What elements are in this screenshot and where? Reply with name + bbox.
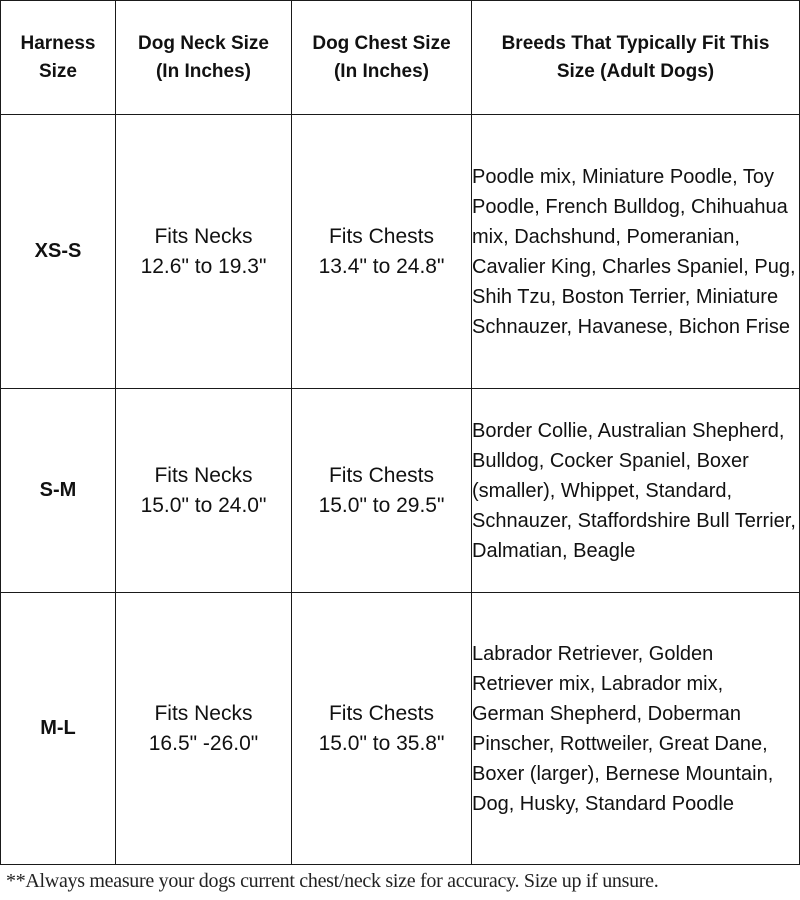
chest-size-label: Fits Chests	[328, 463, 435, 487]
harness-size-cell: XS-S	[1, 115, 116, 389]
header-neck-size: Dog Neck Size (In Inches)	[116, 1, 292, 115]
neck-size-range: 16.5" -26.0"	[148, 731, 259, 755]
chest-size-cell	[292, 593, 472, 865]
table-row	[1, 389, 800, 593]
breeds-cell: Poodle mix, Miniature Poodle, Toy Poodle, French Bulldog, Chihuahua mix, Dachshund, Pomeranian, Cavalier King, Charles Spaniel, Pug, Shih Tzu, Boston Terrier, Miniature Schnauzer, Havanese, Bichon Frise	[472, 115, 800, 389]
header-breeds: Breeds That Typically Fit This Size (Adult Dogs)	[472, 1, 800, 115]
chest-size-cell	[292, 389, 472, 593]
chest-size-range: 13.4" to 24.8"	[318, 254, 445, 278]
neck-size-label: Fits Necks	[154, 463, 253, 487]
harness-size-cell: S-M	[1, 389, 116, 593]
measurement-footnote: **Always measure your dogs current chest/neck size for accuracy. Size up if unsure.	[6, 870, 659, 892]
table-row	[1, 593, 800, 865]
header-harness-size: Harness Size	[1, 1, 116, 115]
neck-size-label: Fits Necks	[154, 701, 253, 725]
table-header	[1, 1, 800, 115]
header-chest-size: Dog Chest Size (In Inches)	[292, 1, 472, 115]
neck-size-cell	[116, 115, 292, 389]
neck-size-range: 12.6" to 19.3"	[140, 254, 267, 278]
chest-size-label: Fits Chests	[328, 224, 435, 248]
table-row	[1, 115, 800, 389]
neck-size-cell	[116, 593, 292, 865]
breeds-cell: Labrador Retriever, Golden Retriever mix, Labrador mix, German Shepherd, Doberman Pinscher, Rottweiler, Great Dane, Boxer (larger), Bernese Mountain, Dog, Husky, Standard Poodle	[472, 593, 800, 865]
chest-size-range: 15.0" to 35.8"	[318, 731, 445, 755]
harness-size-cell: M-L	[1, 593, 116, 865]
neck-size-range: 15.0" to 24.0"	[140, 493, 267, 517]
chest-size-label: Fits Chests	[328, 701, 435, 725]
neck-size-cell	[116, 389, 292, 593]
neck-size-label: Fits Necks	[154, 224, 253, 248]
breeds-cell: Border Collie, Australian Shepherd, Bulldog, Cocker Spaniel, Boxer (smaller), Whippet, Standard, Schnauzer, Staffordshire Bull Terrier, Dalmatian, Beagle	[472, 389, 800, 593]
table-body	[1, 115, 800, 865]
chest-size-range: 15.0" to 29.5"	[318, 493, 445, 517]
chest-size-cell	[292, 115, 472, 389]
header-row	[1, 1, 800, 115]
